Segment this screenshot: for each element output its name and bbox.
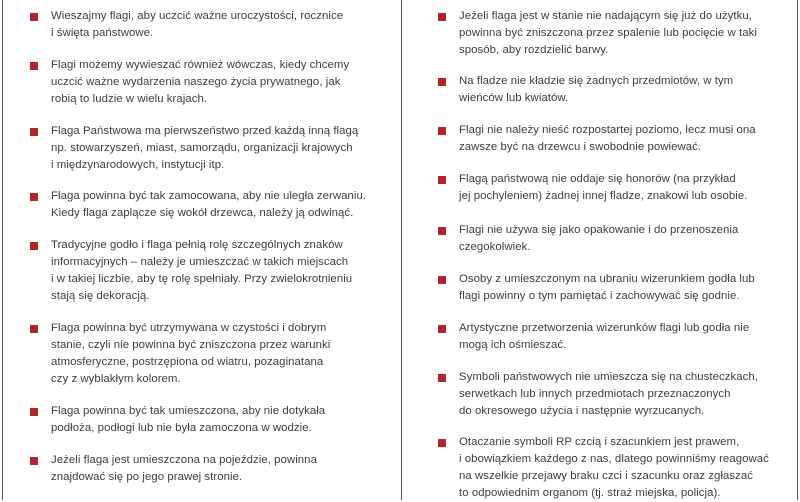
rule-text: Jeżeli flaga jest umieszczona na pojeździe, powinna znajdować się po jego prawej stronie. [51, 454, 317, 483]
red-square-bullet-icon [438, 127, 446, 135]
rule-text: Jeżeli flaga jest w stanie nie nadającym się już do użytku, powinna być zniszczona przez spalenie lub pocięcie w taki sposób, aby rozdzielić barwy. [459, 10, 757, 56]
rule-text: Tradycyjne godło i flaga pełnią rolę szczególnych znaków informacyjnych – należy je umieszczać w takich miejscach i w takiej liczbie, aby tę rolę spełniały. Przy zwielokrotnieniu stają się dekoracją. [51, 239, 353, 302]
red-square-bullet-icon [438, 325, 446, 333]
rule-text: Na fladze nie kładzie się żadnych przedmiotów, w tym wieńców lub kwiatów. [459, 75, 734, 104]
rule-text: Flaga Państwowa ma pierwszeństwo przed każdą inną flagą np. stowarzyszeń, miast, samorządu, organizacji krajowych i międzynarodowych, instytucji itp. [51, 125, 359, 171]
rule-text: Flagi możemy wywieszać również wówczas, kiedy chcemy uczcić ważne wydarzenia naszego życia prywatnego, jak robią to ludzie w wielu krajach. [51, 59, 350, 105]
red-square-bullet-icon [30, 193, 38, 201]
red-square-bullet-icon [30, 62, 38, 70]
red-square-bullet-icon [30, 128, 38, 136]
rule-text: Flaga powinna być utrzymywana w czystości i dobrym stanie, czyli nie powinna być zniszczona przez warunki atmosferyczne, postrzępiona od wiatru, pozaginatana czy z wyblakłym kolorem. [51, 322, 331, 385]
red-square-bullet-icon [30, 457, 38, 465]
red-square-bullet-icon [438, 176, 446, 184]
red-square-bullet-icon [438, 78, 446, 86]
red-square-bullet-icon [30, 325, 38, 333]
rule-text: Flagi nie należy nieść rozpostartej poziomo, lecz musi ona zawsze być na drzewcu i swobodnie powiewać. [459, 124, 756, 153]
red-square-bullet-icon [438, 13, 446, 21]
red-square-bullet-icon [30, 242, 38, 250]
red-square-bullet-icon [438, 374, 446, 382]
rule-text: Otaczanie symboli RP czcią i szacunkiem jest prawem, i obowiązkiem każdego z nas, dlatego powinniśmy reagować na wszelkie przejawy braku czci i szacunku oraz zgłaszać to odpowiednim organom (tj. straż miejska, policja). [459, 436, 769, 499]
red-square-bullet-icon [30, 13, 38, 21]
red-square-bullet-icon [438, 227, 446, 235]
red-square-bullet-icon [438, 439, 446, 447]
rule-text: Flaga powinna być tak zamocowana, aby nie uległa zerwaniu. Kiedy flaga zaplącze się wokół drzewca, należy ją odwinąć. [51, 190, 367, 219]
rule-text: Flaga powinna być tak umieszczona, aby nie dotykała podłoża, podłogi lub nie była zamoczona w wodzie. [51, 405, 326, 434]
rule-text: Artystyczne przetworzenia wizerunków flagi lub godła nie mogą ich ośmieszać. [459, 322, 750, 351]
left-border-rule [2, 0, 3, 500]
right-border-rule [797, 0, 798, 500]
column-divider-rule [401, 0, 402, 500]
rule-text: Flagą państwową nie oddaje się honorów (na przykład jej pochyleniem) żadnej innej fladze, znakowi lub osobie. [459, 173, 748, 202]
red-square-bullet-icon [30, 408, 38, 416]
rule-text: Osoby z umieszczonym na ubraniu wizerunkiem godła lub flagi powinny o tym pamiętać i zachowywać się godnie. [459, 273, 755, 302]
red-square-bullet-icon [438, 276, 446, 284]
rule-text: Wieszajmy flagi, aby uczcić ważne uroczystości, rocznice i święta państwowe. [51, 10, 344, 39]
rule-text: Symboli państwowych nie umieszcza się na chusteczkach, serwetkach lub innych przedmiotach przeznaczonych do okresowego użycia i następnie wyrzucanych. [459, 371, 758, 417]
rule-text: Flagi nie używa się jako opakowanie i do przenoszenia czegokolwiek. [459, 224, 739, 253]
